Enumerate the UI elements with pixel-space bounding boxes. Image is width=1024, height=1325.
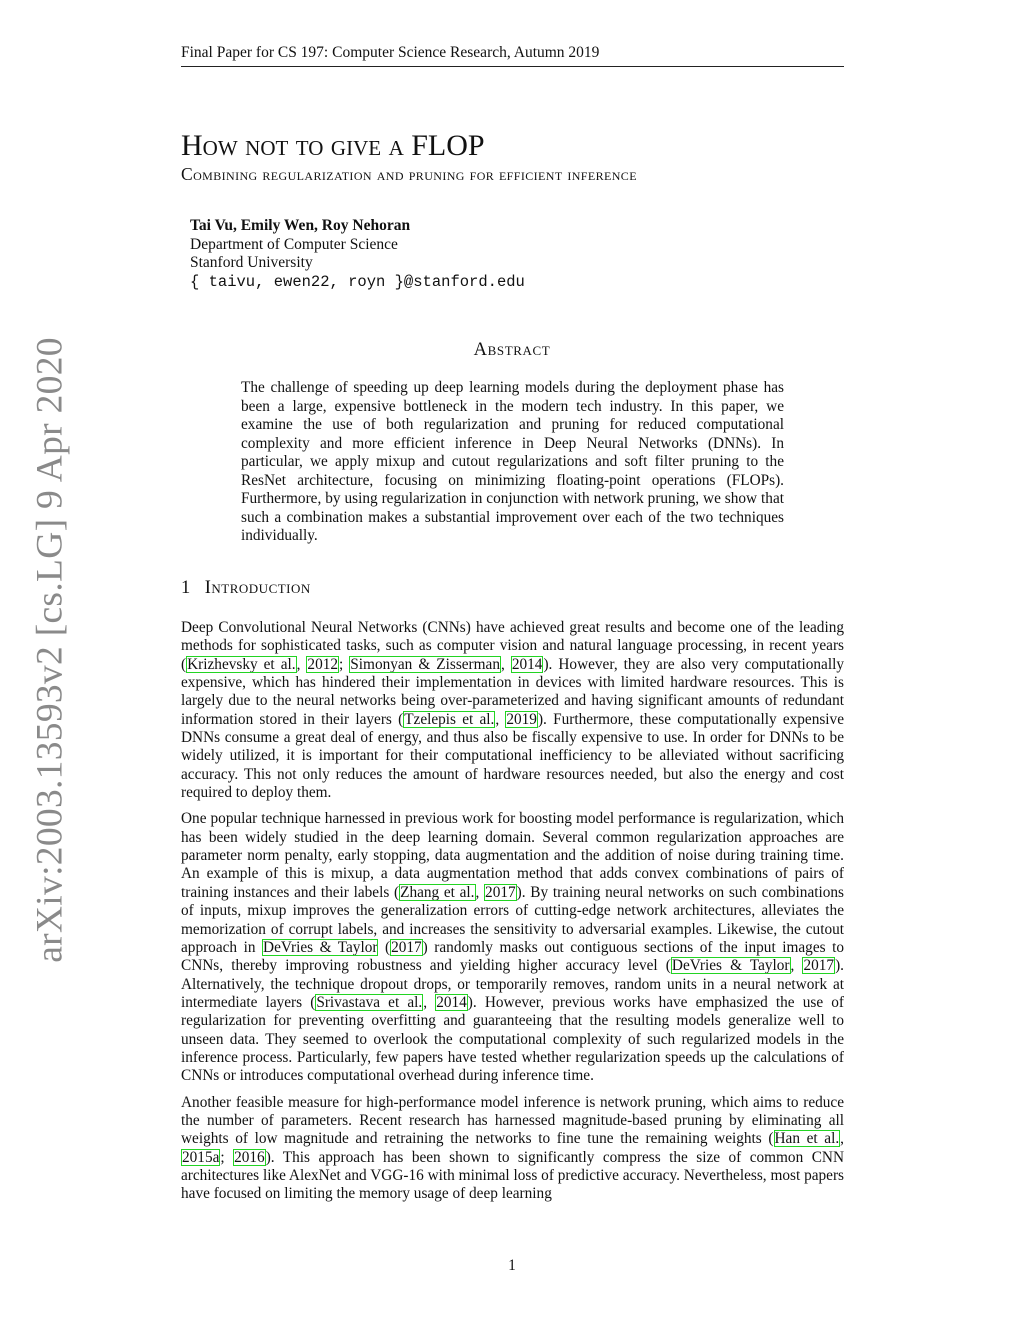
citation-link[interactable]: Han et al.	[774, 1130, 840, 1148]
abstract-heading: Abstract	[473, 340, 551, 360]
text-run: ,	[296, 655, 307, 673]
paragraph-2	[181, 810, 844, 1085]
author-email[interactable]: { taivu, ewen22, royn }@stanford.edu	[190, 273, 525, 292]
abstract-text: The challenge of speeding up deep learning models during the deployment phase has been a large, expensive bottleneck in the modern tech industry. In this paper, we examine the use of both regularization and pruning for reduced computational complexity and more efficient inference in Deep Neural Networks (DNNs). In particular, we apply mixup and cutout regularizations and soft filter pruning to the ResNet architecture, focusing on minimizing floating-point operations (FLOPs). Furthermore, by using regularization in conjunction with network pruning, we show that such a combination makes a substantial improvement over each of the two techniques individually.	[241, 379, 784, 544]
text-run: Deep Convolutional Neural Networks (CNNs) have achieved great results and become one of the leading methods for sophisticated tasks, such as computer vision and natural language processing, in recent years (	[181, 619, 844, 673]
citation-link[interactable]: 2015a	[182, 1148, 220, 1166]
citation-link[interactable]: Zhang et al.	[400, 883, 475, 901]
text-run: ,	[501, 655, 511, 673]
text-run: ,	[840, 1130, 844, 1148]
text-run: ). Furthermore, these computationally expensive DNNs consume a great deal of energy, and thus also be fiscally expensive to use. In order for DNNs to be widely utilized, it is important for their computational inefficiency to be alleviated without sacrificing accuracy. This not only reduces the amount of hardware resources needed, but also the energy and cost required to deploy them.	[181, 710, 844, 802]
paragraph-3	[181, 1094, 844, 1204]
author-university: Stanford University	[190, 254, 313, 272]
text-run: ) randomly masks out contiguous sections of the input images to CNNs, thereby improving robustness and yielding higher accuracy level (	[181, 938, 844, 975]
text-run: ,	[475, 883, 485, 901]
author-department: Department of Computer Science	[190, 235, 398, 253]
text-run: One popular technique harnessed in previous work for boosting model performance is regularization, which has been widely studied in the deep learning domain. Several common regularization approaches are parameter norm penalty, early stopping, data augmentation and the addition of noise during training time. An example of this is mixup, a data augmentation method that adds convex combinations of pairs of training instances and their labels (	[181, 810, 844, 901]
page-number: 1	[508, 1257, 516, 1274]
citation-link[interactable]: 2014	[436, 993, 467, 1011]
author-block	[190, 217, 525, 292]
text-run: ,	[790, 957, 803, 975]
citation-link[interactable]: 2016	[234, 1148, 265, 1166]
text-run: (	[378, 938, 391, 956]
citation-link[interactable]: 2017	[391, 938, 422, 956]
author-names: Tai Vu, Emily Wen, Roy Nehoran	[190, 217, 411, 234]
citation-link[interactable]: 2017	[803, 957, 835, 975]
citation-link[interactable]: Simonyan & Zisserman	[350, 655, 500, 673]
citation-link[interactable]: 2019	[506, 710, 537, 728]
text-run: ). This approach has been shown to significantly compress the size of common CNN architectures like AlexNet and VGG-16 with minimal loss of predictive accuracy. Nevertheless, most papers have focused on limiting the memory usage of deep learning	[181, 1148, 844, 1203]
text-run: Another feasible measure for high-performance model inference is network pruning, which aims to reduce the number of parameters. Recent research has harnessed magnitude-based pruning by eliminating all weights of low magnitude and retraining the networks to fine tune the remaining weights (	[181, 1093, 844, 1148]
citation-link[interactable]: 2014	[511, 655, 543, 673]
text-run: ). By training neural networks on such combinations of inputs, mixup improves the generalization errors of cutting-edge network architectures, alleviates the memorization of corrupt labels, and increases the sensitivity to adversarial examples. Likewise, the cutout approach in	[181, 883, 844, 956]
citation-link[interactable]: DeVries & Taylor	[671, 957, 790, 975]
introduction-body	[181, 619, 844, 1212]
text-run: ,	[423, 993, 436, 1011]
text-run: ;	[339, 655, 350, 673]
running-header: Final Paper for CS 197: Computer Science Research, Autumn 2019	[181, 44, 844, 67]
text-run: ). However, they are also very computationally expensive, which has hindered their implementation in devices with limited hardware resources. This is largely due to the neural networks being over-parameterized and having significant amounts of redundant information stored in their layers (	[181, 655, 844, 728]
paragraph-1	[181, 619, 844, 802]
citation-link[interactable]: Krizhevsky et al.	[187, 655, 296, 673]
section-title: Introduction	[204, 578, 311, 598]
text-run: ). Alternatively, the technique dropout drops, or temporarily removes, random units in a neural network at intermediate layers (	[181, 957, 844, 1011]
section-number: 1	[181, 578, 191, 598]
paper-subtitle: Combining regularization and pruning for efficient inference	[181, 164, 637, 184]
arxiv-stamp[interactable]: arXiv:2003.13593v2 [cs.LG] 9 Apr 2020	[29, 337, 71, 963]
text-run: ;	[220, 1148, 234, 1166]
citation-link[interactable]: 2012	[307, 655, 339, 673]
citation-link[interactable]: Tzelepis et al.	[404, 710, 495, 728]
text-run: ,	[495, 710, 506, 728]
citation-link[interactable]: DeVries & Taylor	[263, 938, 378, 956]
paper-title: How not to give a FLOP	[181, 129, 485, 162]
citation-link[interactable]: Srivastava et al.	[316, 993, 423, 1011]
section-heading-introduction	[181, 578, 311, 599]
text-run: ). However, previous works have emphasized the use of regularization for preventing overfitting and guaranteeing that the resulting models generalize well to unseen data. They seemed to overlook the computational complexity of such regularized models in the inference process. Particularly, few papers have tested whether regularization speeds up the calculations of CNNs or introduces computational overhead during inference time.	[181, 993, 844, 1085]
citation-link[interactable]: 2017	[485, 883, 516, 901]
